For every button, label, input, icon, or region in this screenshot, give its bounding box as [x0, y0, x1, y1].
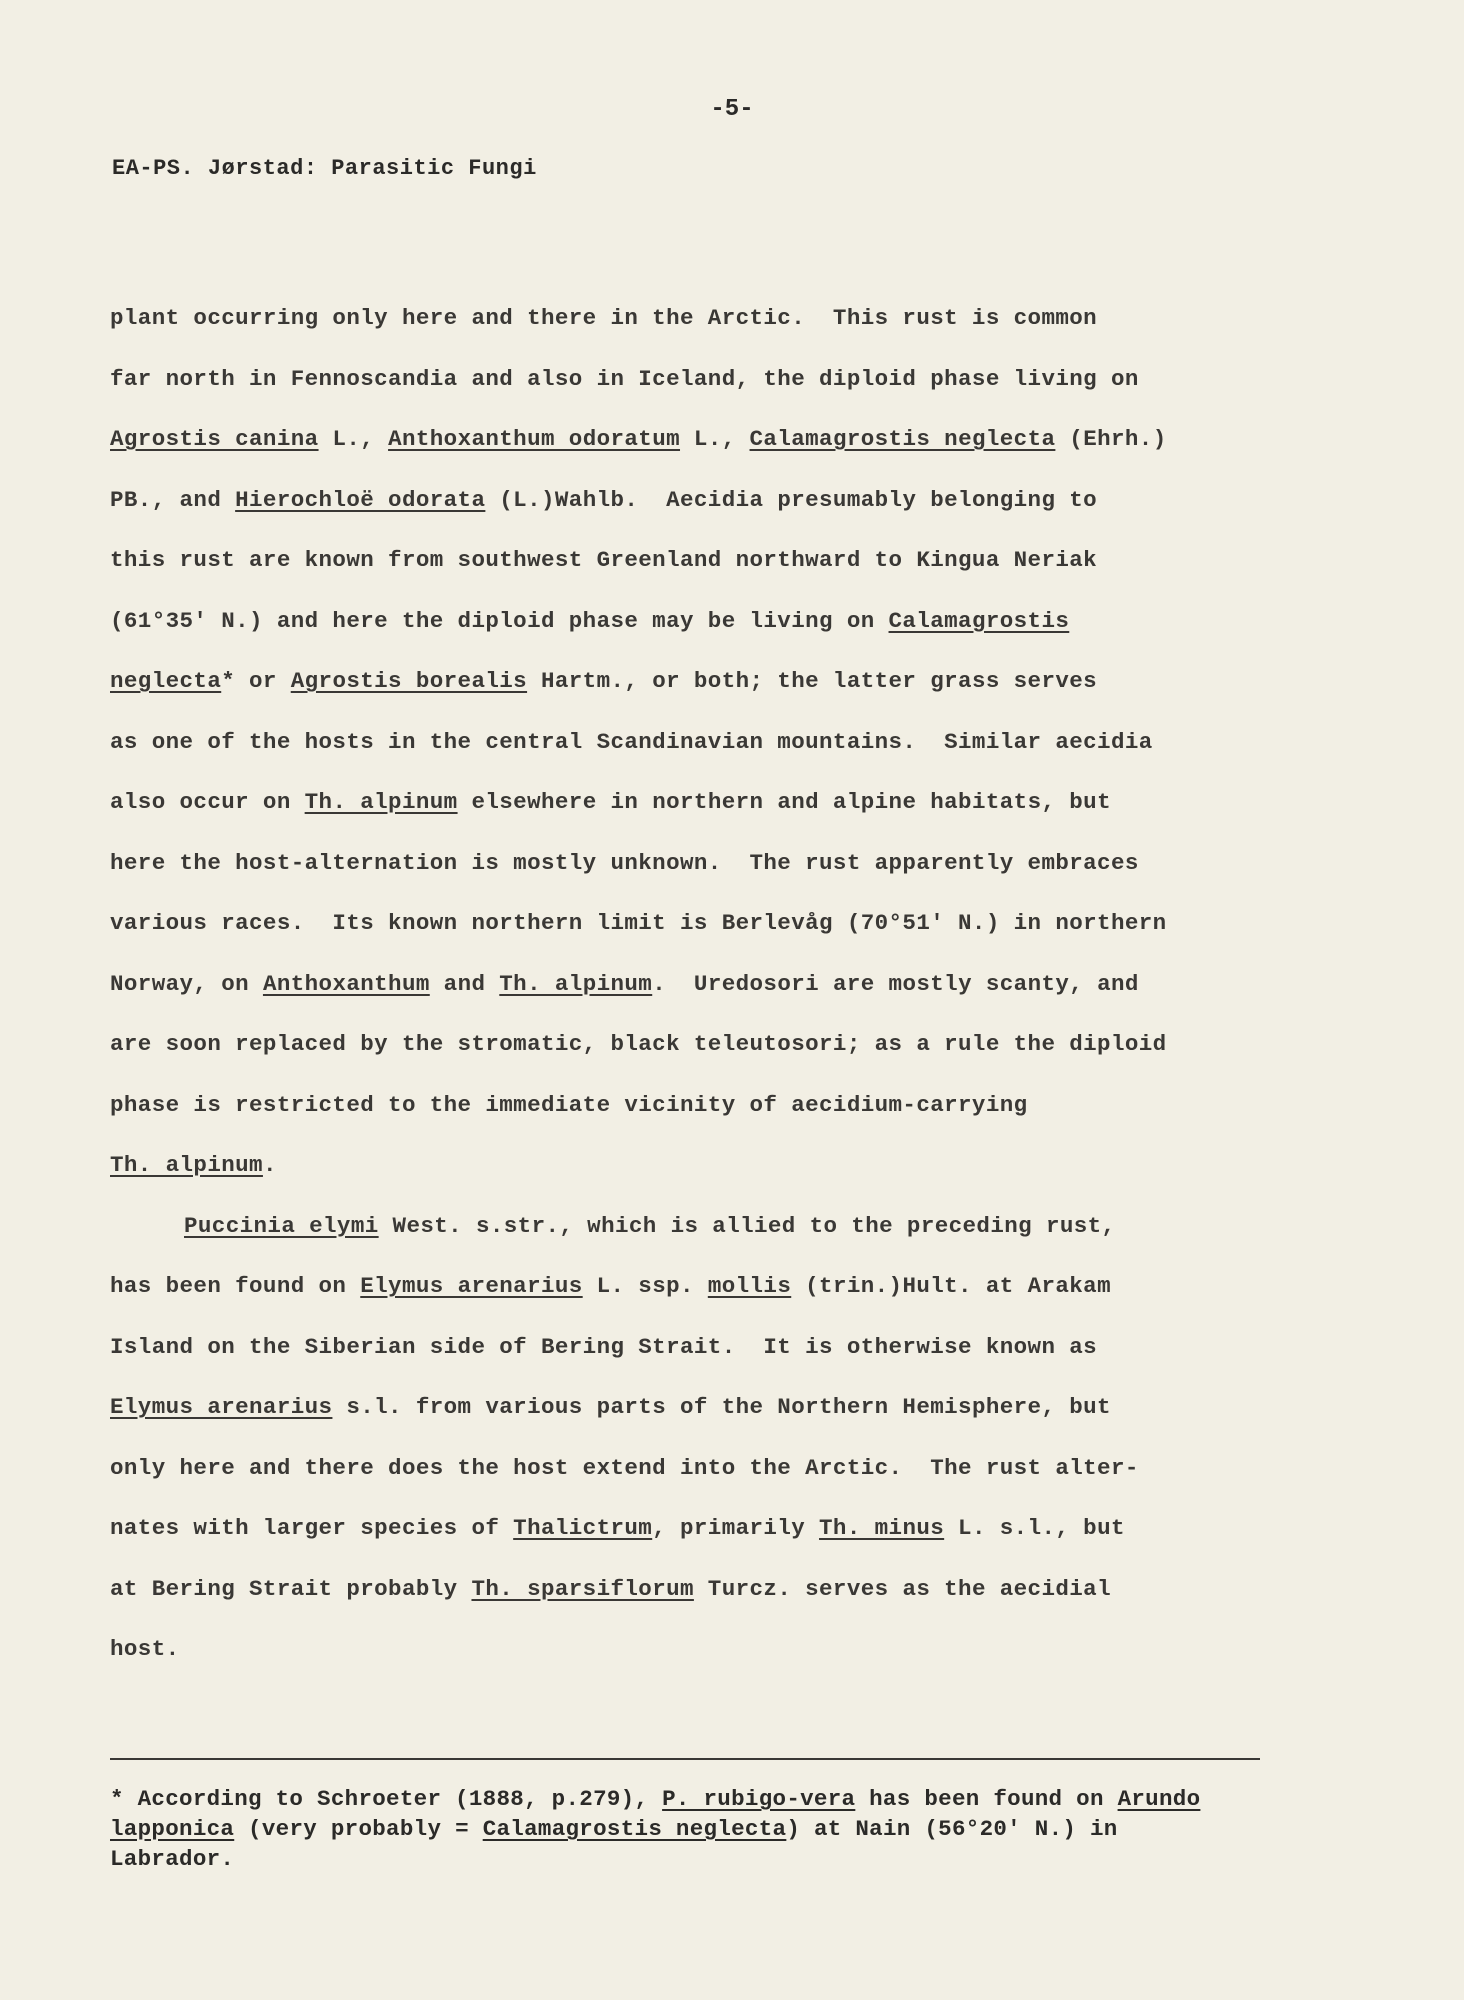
- text-run: are soon replaced by the stromatic, black teleutosori; as a rule the diploid: [110, 1031, 1167, 1057]
- underlined-taxon: Calamagrostis: [888, 607, 1070, 634]
- text-line: [110, 349, 1340, 410]
- text-run: and: [429, 970, 500, 997]
- underlined-taxon: Calamagrostis neglecta: [749, 426, 1056, 452]
- underlined-taxon: Elymus arenarius: [360, 1273, 583, 1299]
- text-line: [110, 1196, 1340, 1257]
- text-run: (L.)Wahlb. Aecidia presumably belonging to: [485, 486, 1098, 513]
- text-run: at Bering Strait probably: [110, 1575, 472, 1602]
- text-line: [110, 1377, 1340, 1438]
- text-run: as one of the hosts in the central Scandinavian mountains. Similar aecidia: [110, 728, 1153, 755]
- underlined-taxon: Th. minus: [819, 1515, 945, 1541]
- text-run: L.,: [318, 426, 389, 452]
- text-run: only here and there does the host extend into the Arctic. The rust alter-: [110, 1454, 1139, 1481]
- text-run: .: [262, 1152, 277, 1178]
- text-run: L.,: [680, 426, 750, 452]
- text-run: far north in Fennoscandia and also in Iceland, the diploid phase living on: [110, 365, 1139, 392]
- text-run: , primarily: [652, 1515, 820, 1541]
- footnote: [110, 1784, 1340, 1874]
- text-line: [110, 1256, 1340, 1317]
- text-line: [110, 591, 1340, 652]
- text-run: phase is restricted to the immediate vicinity of aecidium-carrying: [110, 1091, 1028, 1118]
- underlined-taxon: Agrostis borealis: [290, 668, 528, 694]
- text-line: [110, 1075, 1340, 1136]
- text-line: [110, 1014, 1340, 1075]
- text-run: (very probably =: [234, 1816, 483, 1842]
- text-run: nates with larger species of: [110, 1515, 514, 1541]
- footnote-divider: [110, 1758, 1260, 1760]
- text-run: Norway, on: [110, 970, 263, 997]
- underlined-taxon: Anthoxanthum odoratum: [388, 426, 681, 452]
- text-run: PB., and: [110, 486, 236, 513]
- underlined-taxon: Elymus arenarius: [110, 1394, 333, 1420]
- underlined-taxon: neglecta: [110, 668, 222, 694]
- text-run: * or: [221, 668, 291, 694]
- text-run: host.: [110, 1636, 180, 1662]
- text-run: ) at Nain (56°20' N.) in: [786, 1816, 1118, 1842]
- underlined-taxon: Th. sparsiflorum: [471, 1575, 694, 1602]
- paragraph-1: [110, 288, 1340, 1196]
- underlined-taxon: Th. alpinum: [110, 1152, 263, 1178]
- text-line: [110, 470, 1340, 531]
- underlined-taxon: Calamagrostis neglecta: [482, 1816, 787, 1842]
- text-line: [110, 288, 1340, 349]
- text-run: * According to Schroeter (1888, p.279),: [110, 1786, 663, 1812]
- text-run: here the host-alternation is mostly unknown. The rust apparently embraces: [110, 849, 1139, 876]
- text-line: [110, 1844, 1340, 1874]
- underlined-taxon: P. rubigo-vera: [662, 1786, 856, 1812]
- text-run: has been found on: [110, 1273, 361, 1299]
- text-run: . Uredosori are mostly scanty, and: [652, 970, 1139, 997]
- text-line: [110, 772, 1340, 833]
- text-line: [110, 1135, 1340, 1196]
- text-run: Labrador.: [110, 1846, 235, 1872]
- underlined-taxon: Agrostis canina: [110, 426, 319, 452]
- text-run: Turcz. serves as the aecidial: [693, 1575, 1111, 1602]
- text-run: (Ehrh.): [1055, 426, 1167, 452]
- page-number: -5-: [710, 96, 754, 123]
- text-run: has been found on: [855, 1786, 1118, 1812]
- underlined-taxon: mollis: [707, 1273, 792, 1299]
- underlined-taxon: Puccinia elymi: [184, 1212, 379, 1239]
- text-line: [110, 409, 1340, 470]
- underlined-taxon: Th. alpinum: [499, 970, 653, 997]
- underlined-taxon: Hierochloë odorata: [235, 486, 486, 513]
- text-line: [110, 1438, 1340, 1499]
- body-text: [110, 288, 1340, 1680]
- text-run: plant occurring only here and there in the Arctic. This rust is common: [110, 305, 1098, 331]
- text-line: [110, 1784, 1340, 1814]
- text-line: [110, 530, 1340, 591]
- text-line: [110, 651, 1340, 712]
- underlined-taxon: Th. alpinum: [304, 789, 458, 815]
- text-run: various races. Its known northern limit is Berlevåg (70°51' N.) in northern: [110, 910, 1167, 936]
- underlined-taxon: Anthoxanthum: [262, 970, 430, 997]
- text-run: s.l. from various parts of the Northern Hemisphere, but: [332, 1394, 1111, 1420]
- underlined-taxon: lapponica: [110, 1816, 235, 1842]
- text-run: L. s.l., but: [944, 1515, 1125, 1541]
- text-run: also occur on: [110, 789, 305, 815]
- text-run: Hartm., or both; the latter grass serves: [527, 668, 1098, 694]
- text-run: (trin.)Hult. at Arakam: [791, 1273, 1111, 1299]
- text-line: [110, 954, 1340, 1015]
- running-header: EA-PS. Jørstad: Parasitic Fungi: [112, 156, 537, 181]
- text-line: [110, 893, 1340, 954]
- paragraph-2: [110, 1196, 1340, 1680]
- text-line: [110, 1498, 1340, 1559]
- text-run: elsewhere in northern and alpine habitats, but: [457, 789, 1111, 815]
- text-run: Island on the Siberian side of Bering Strait. It is otherwise known as: [110, 1333, 1098, 1360]
- text-run: this rust are known from southwest Greenland northward to Kingua Neriak: [110, 547, 1098, 573]
- text-line: [110, 833, 1340, 894]
- text-line: [110, 712, 1340, 773]
- text-run: L. ssp.: [582, 1273, 708, 1299]
- text-run: (61°35' N.) and here the diploid phase may be living on: [110, 607, 889, 634]
- text-line: [110, 1814, 1340, 1844]
- text-line: [110, 1559, 1340, 1620]
- underlined-taxon: Thalictrum: [513, 1515, 653, 1541]
- text-line: [110, 1619, 1340, 1680]
- text-line: [110, 1317, 1340, 1378]
- underlined-taxon: Arundo: [1117, 1786, 1201, 1812]
- text-run: West. s.str., which is allied to the preceding rust,: [378, 1212, 1116, 1239]
